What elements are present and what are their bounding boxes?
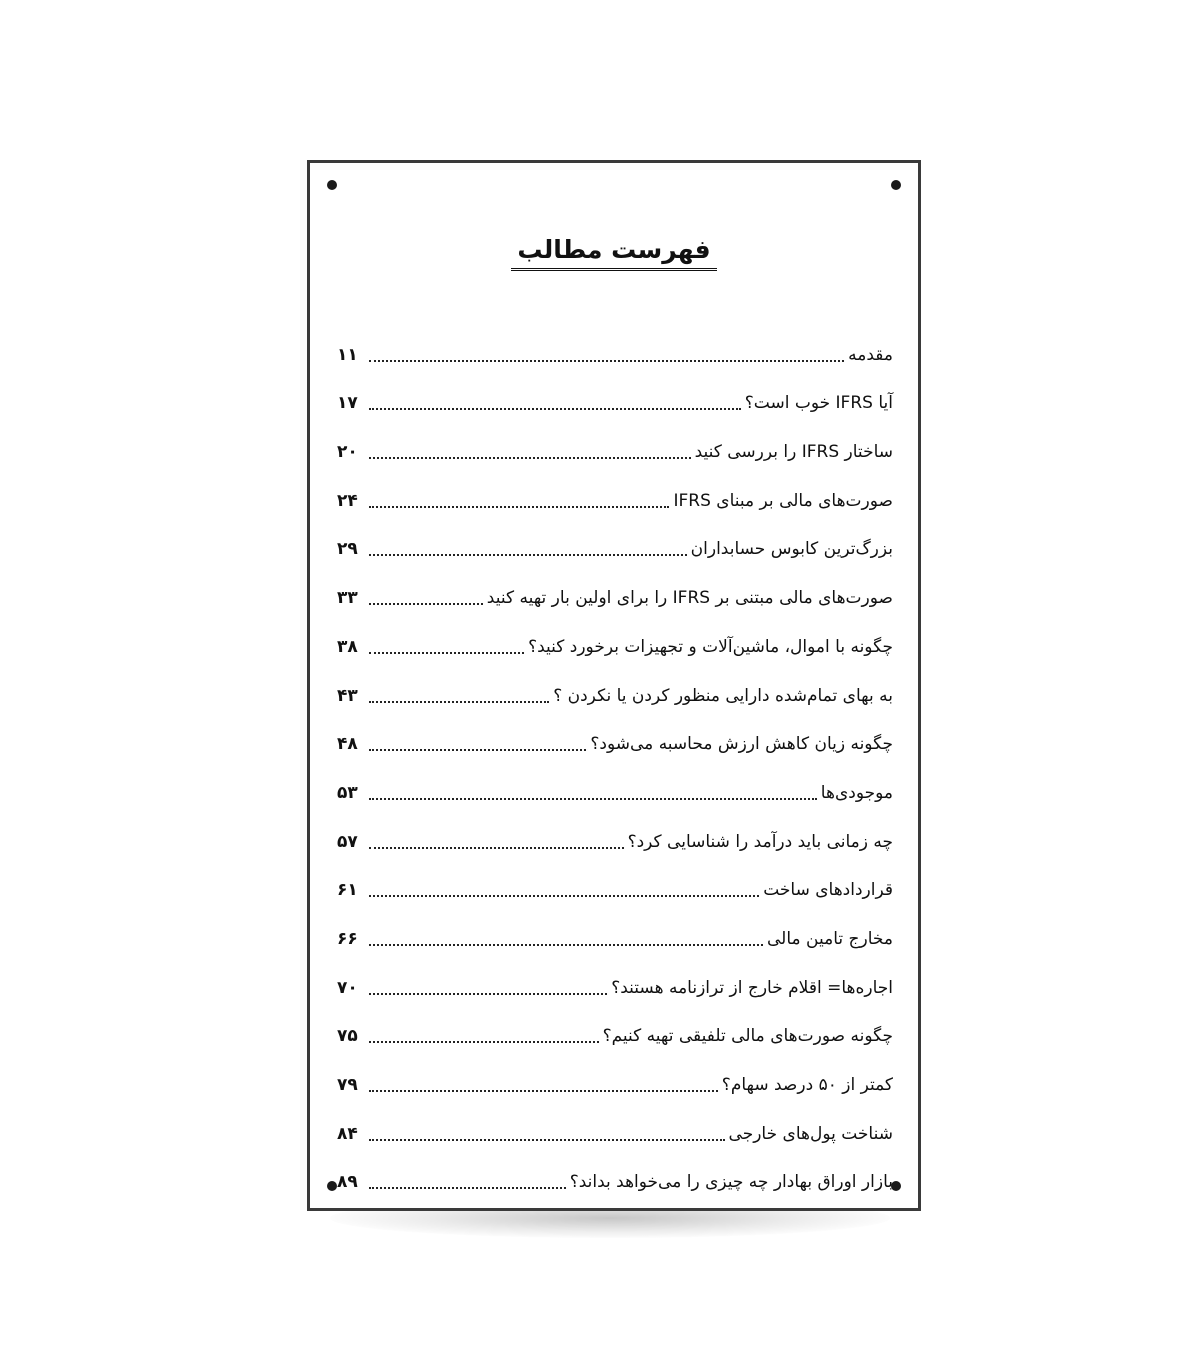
toc-dot-leader	[369, 408, 741, 410]
toc-entry	[337, 613, 893, 662]
toc-entry-title: قراردادهای ساخت	[763, 880, 893, 901]
toc-dot-leader	[369, 1139, 725, 1141]
toc-entry	[337, 711, 893, 760]
toc-entry-page-number: ۷۰	[337, 977, 358, 998]
toc-dot-leader	[369, 1090, 718, 1092]
toc-entry-title: چگونه زیان کاهش ارزش محاسبه می‌شود؟	[590, 734, 893, 755]
toc-dot-leader	[369, 749, 586, 751]
toc-dot-leader	[369, 847, 624, 849]
toc-entry-title: موجودی‌ها	[820, 782, 893, 803]
toc-dot-leader	[369, 1187, 566, 1189]
toc-entry	[337, 1003, 893, 1052]
toc-entry	[337, 954, 893, 1003]
toc-entry-page-number: ۸۴	[337, 1123, 358, 1144]
toc-entry-page-number: ۴۸	[337, 734, 358, 755]
corner-dot-top-right	[891, 180, 901, 190]
toc-dot-leader	[369, 360, 844, 362]
toc-dot-leader	[369, 652, 524, 654]
toc-dot-leader	[369, 798, 817, 800]
toc-entry-page-number: ۳۳	[337, 588, 358, 609]
toc-entry	[337, 418, 893, 467]
toc-page-sheet	[307, 160, 921, 1211]
toc-entry	[337, 370, 893, 419]
toc-dot-leader	[369, 895, 759, 897]
toc-heading-wrapper	[310, 235, 918, 271]
toc-dot-leader	[369, 701, 549, 703]
toc-entry-title: آیا IFRS خوب است؟	[744, 393, 893, 414]
toc-list	[337, 321, 893, 1197]
toc-dot-leader	[369, 993, 607, 995]
toc-entry	[337, 1051, 893, 1100]
toc-entry-title: چگونه با اموال، ماشین‌آلات و تجهیزات برخورد کنید؟	[528, 636, 893, 657]
toc-entry-page-number: ۱۷	[337, 393, 358, 414]
corner-dot-bottom-left	[327, 1181, 337, 1191]
toc-entry-page-number: ۴۳	[337, 685, 358, 706]
toc-entry-title: کمتر از ۵۰ درصد سهام؟	[721, 1075, 893, 1095]
toc-entry-title: صورت‌های مالی مبتنی بر IFRS را برای اولین بار تهیه کنید	[486, 588, 893, 609]
toc-dot-leader	[369, 1041, 599, 1043]
toc-entry	[337, 857, 893, 906]
toc-entry	[337, 467, 893, 516]
toc-entry-title: بازار اوراق بهادار چه چیزی را می‌خواهد بداند؟	[569, 1172, 893, 1193]
toc-entry-page-number: ۳۸	[337, 636, 358, 657]
toc-entry-page-number: ۶۱	[337, 880, 358, 901]
toc-entry-page-number: ۵۷	[337, 831, 358, 852]
toc-entry	[337, 1149, 893, 1198]
toc-entry	[337, 662, 893, 711]
toc-dot-leader	[369, 603, 483, 605]
toc-dot-leader	[369, 554, 687, 556]
toc-entry-title: صورت‌های مالی بر مبنای IFRS	[673, 490, 893, 511]
toc-dot-leader	[369, 944, 763, 946]
toc-entry-title: به بهای تمام‌شده دارایی منظور کردن یا نکردن ؟	[553, 685, 893, 706]
toc-dot-leader	[369, 506, 669, 508]
toc-entry-title: چگونه صورت‌های مالی تلفیقی تهیه کنیم؟	[602, 1026, 893, 1047]
toc-dot-leader	[369, 457, 691, 459]
toc-entry-title: اجاره‌ها= اقلام خارج از ترازنامه هستند؟	[611, 977, 893, 998]
corner-dot-top-left	[327, 180, 337, 190]
toc-entry-title: مقدمه	[848, 344, 893, 365]
toc-entry	[337, 808, 893, 857]
toc-entry-title: مخارج تامین مالی	[767, 928, 893, 949]
toc-entry-title: چه زمانی باید درآمد را شناسایی کرد؟	[627, 831, 893, 852]
toc-entry	[337, 1100, 893, 1149]
toc-entry-title: ساختار IFRS را بررسی کنید	[694, 442, 893, 463]
toc-entry-page-number: ۲۴	[337, 490, 358, 511]
toc-entry-page-number: ۲۰	[337, 442, 358, 463]
toc-entry-page-number: ۶۶	[337, 928, 358, 949]
toc-entry	[337, 321, 893, 370]
toc-entry-page-number: ۷۵	[337, 1026, 358, 1047]
toc-entry	[337, 564, 893, 613]
toc-entry-page-number: ۵۳	[337, 782, 358, 803]
toc-entry	[337, 516, 893, 565]
toc-entry-page-number: ۷۹	[337, 1075, 358, 1095]
toc-entry-page-number: ۱۱	[337, 344, 358, 365]
toc-entry	[337, 905, 893, 954]
toc-entry-page-number: ۲۹	[337, 539, 358, 560]
toc-heading: فهرست مطالب	[511, 235, 716, 271]
toc-entry-title: بزرگ‌ترین کابوس حسابداران	[690, 539, 893, 560]
toc-entry	[337, 759, 893, 808]
toc-entry-page-number: ۸۹	[337, 1172, 358, 1193]
toc-entry-title: شناخت پول‌های خارجی	[728, 1123, 893, 1144]
